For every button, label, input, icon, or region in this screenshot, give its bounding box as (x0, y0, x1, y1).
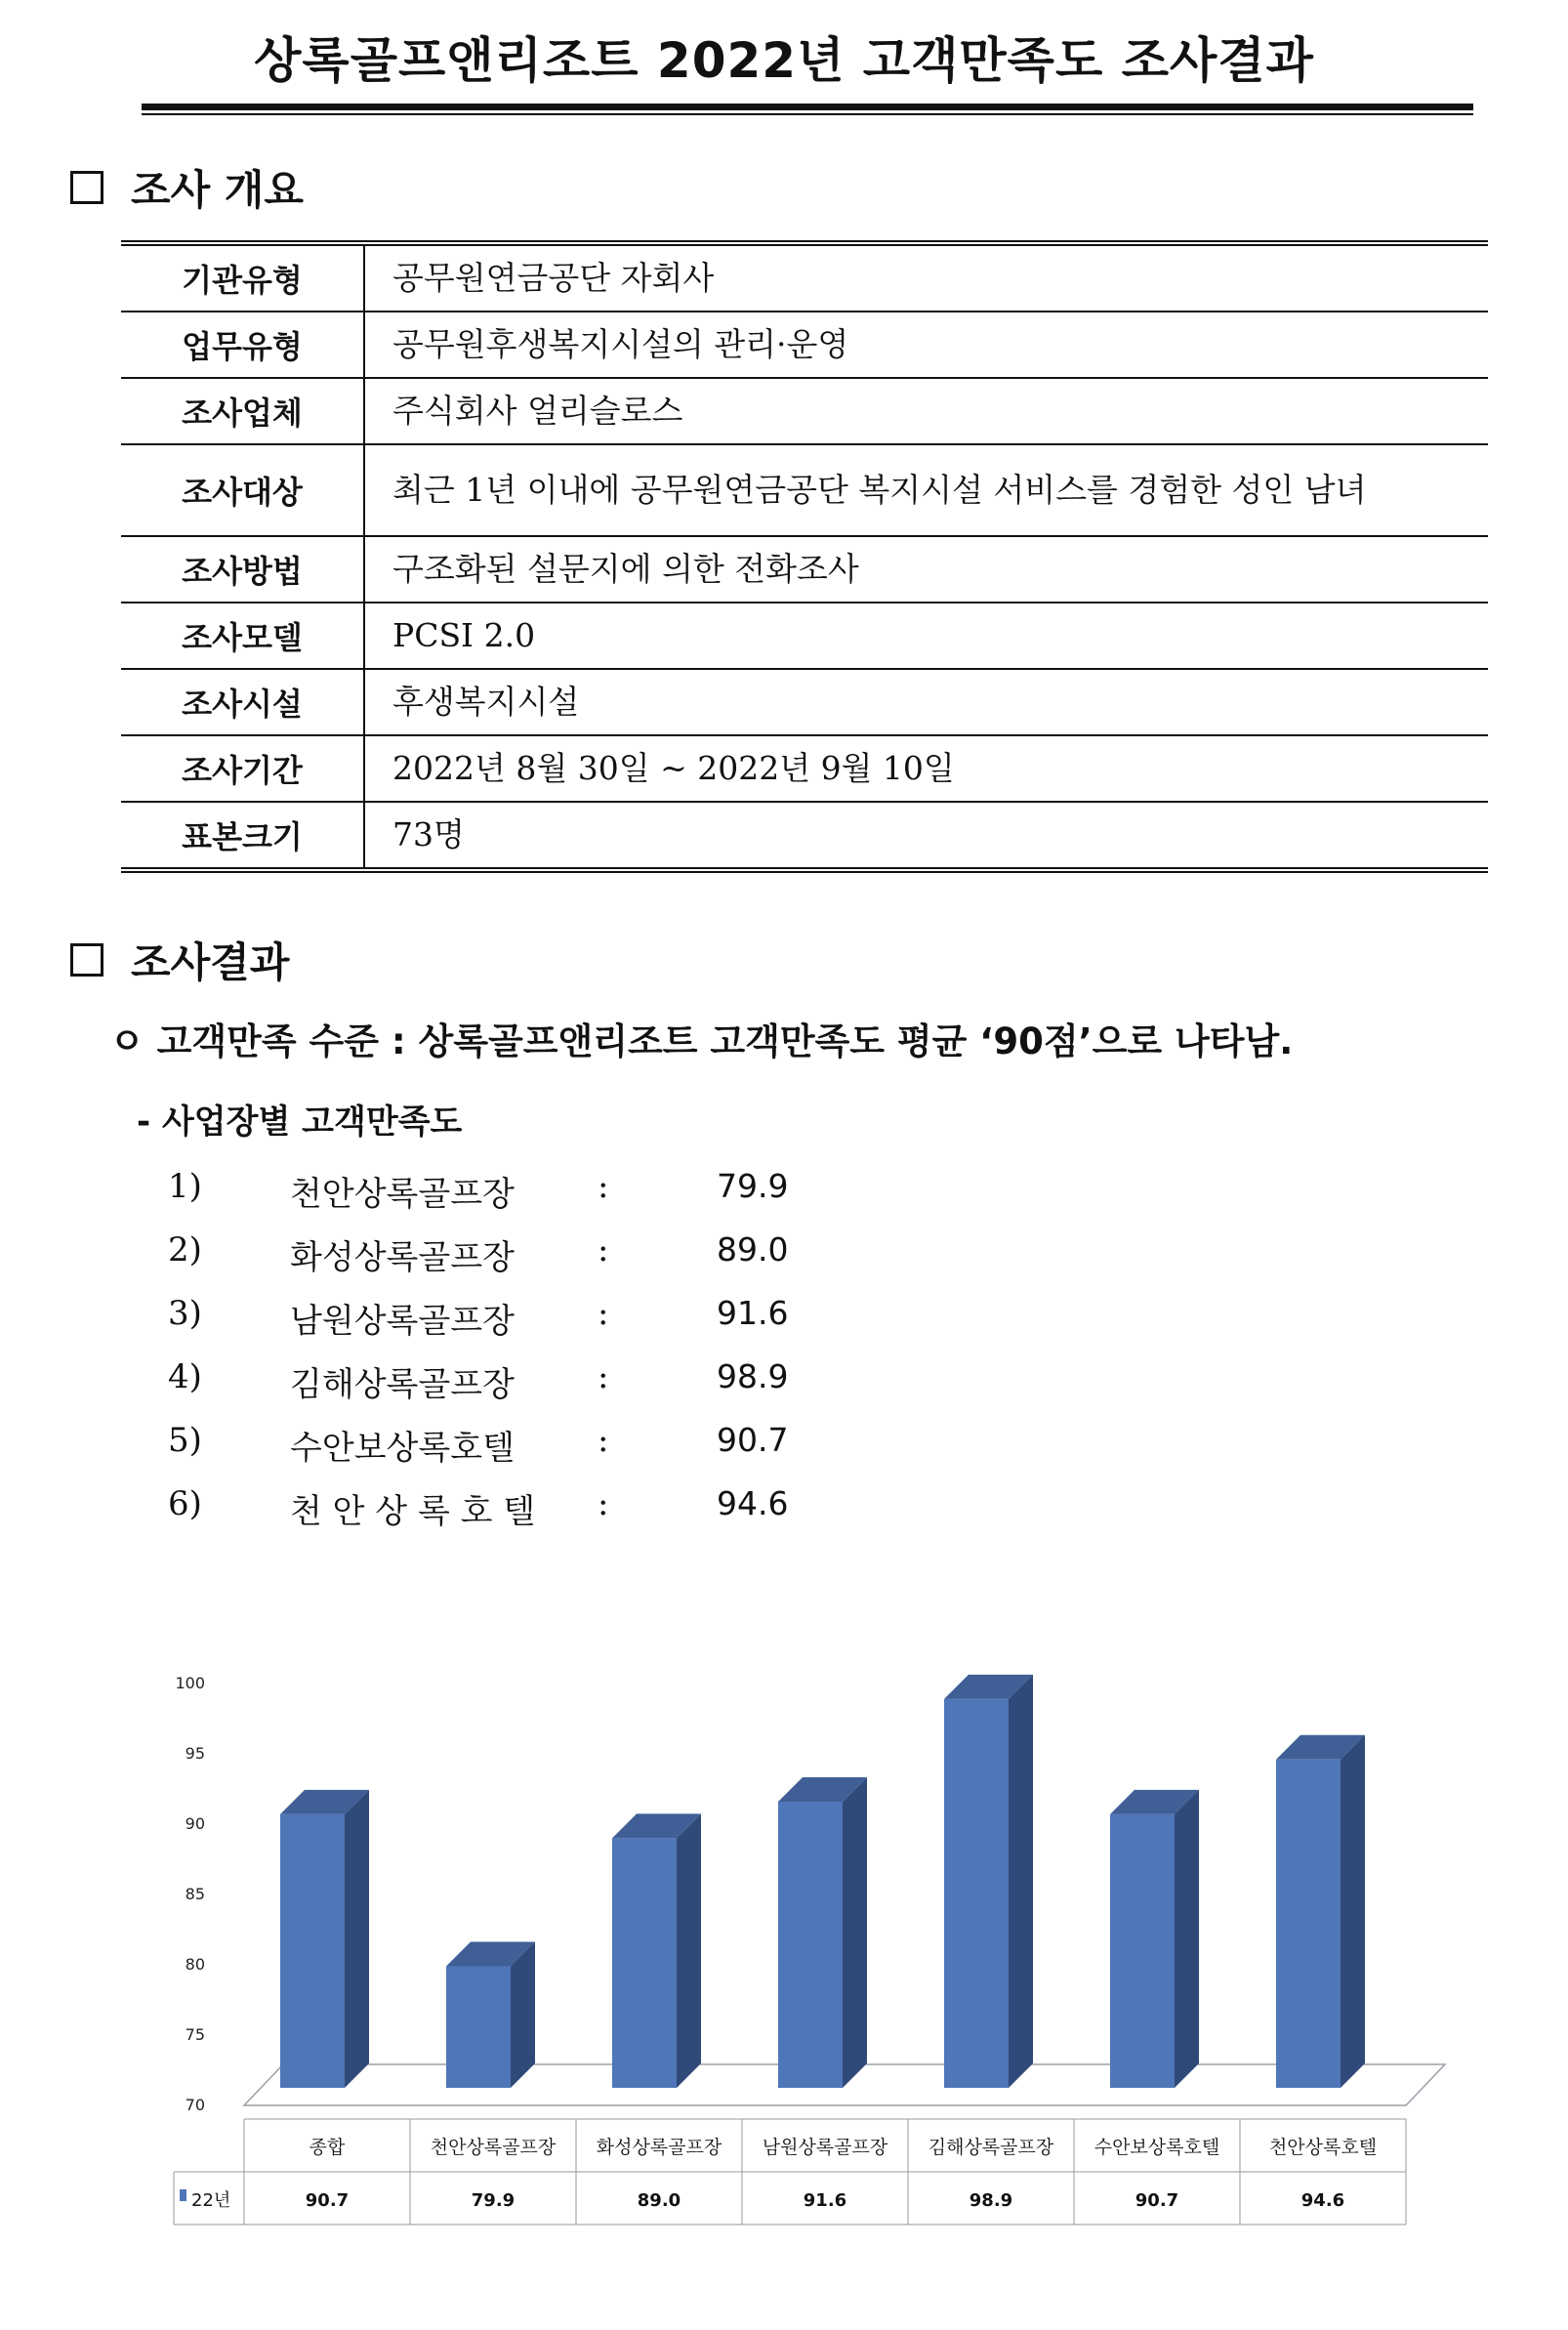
item-number: 2) (168, 1230, 202, 1269)
data-label: 98.9 (969, 2190, 1013, 2211)
category-label: 남원상록골프장 (762, 2137, 888, 2158)
category-label: 천안상록호텔 (1268, 2137, 1378, 2158)
item-colon: : (598, 1294, 609, 1333)
list-item (168, 1484, 851, 1548)
category-label: 김해상록골프장 (928, 2137, 1054, 2158)
overview-row-value: 공무원연금공단 자회사 (392, 259, 715, 297)
bar (1110, 1814, 1175, 2088)
overview-row (121, 735, 1488, 802)
y-tick-label: 70 (185, 2096, 205, 2114)
bar-side (1175, 1790, 1199, 2088)
y-tick-label: 80 (185, 1955, 205, 1974)
overview-row-key: 조사기간 (121, 735, 364, 802)
data-label: 79.9 (471, 2190, 516, 2211)
overview-row-key: 기관유형 (121, 243, 364, 312)
bar (446, 1966, 511, 2088)
overview-row-key: 조사대상 (121, 444, 364, 536)
overview-row-key: 조사모델 (121, 603, 364, 669)
results-heading (70, 931, 289, 989)
legend-swatch (180, 2189, 186, 2201)
data-label: 91.6 (803, 2190, 847, 2211)
overview-row-key: 조사업체 (121, 378, 364, 444)
y-tick-label: 75 (185, 2025, 205, 2044)
facility-name: 화성상록골프장 (290, 1238, 515, 1277)
checkbox-square-icon (70, 943, 103, 977)
data-label: 89.0 (637, 2190, 681, 2211)
overview-row (121, 603, 1488, 669)
overview-heading-label: 조사 개요 (131, 166, 304, 214)
data-label: 94.6 (1300, 2190, 1345, 2211)
overview-row (121, 312, 1488, 378)
overview-row (121, 378, 1488, 444)
facility-name: 남원상록골프장 (290, 1302, 515, 1341)
overview-row (121, 802, 1488, 870)
facility-score: 79.9 (717, 1167, 789, 1205)
overview-row-key: 표본크기 (121, 802, 364, 870)
item-number: 1) (168, 1167, 202, 1206)
category-label: 천안상록골프장 (430, 2137, 557, 2158)
facility-name: 천 안 상 록 호 텔 (290, 1492, 536, 1531)
facility-name: 김해상록골프장 (290, 1365, 515, 1404)
facility-score: 91.6 (717, 1294, 789, 1332)
data-label: 90.7 (305, 2190, 350, 2211)
overview-heading (70, 158, 304, 217)
results-heading-label: 조사결과 (131, 938, 290, 986)
list-item (168, 1357, 851, 1421)
item-number: 4) (168, 1357, 202, 1396)
overview-row-value: 최근 1년 이내에 공무원연금공단 복지시설 서비스를 경험한 성인 남녀 (364, 444, 1488, 536)
item-colon: : (598, 1357, 609, 1396)
bar (1276, 1760, 1341, 2088)
overview-row-key: 조사방법 (121, 536, 364, 603)
overview-row (121, 536, 1488, 603)
list-item (168, 1294, 851, 1357)
bar-side (1009, 1675, 1033, 2088)
item-colon: : (598, 1230, 609, 1269)
facility-name: 천안상록골프장 (290, 1175, 515, 1214)
overview-row-key: 조사시설 (121, 669, 364, 735)
facility-score-list (168, 1167, 851, 1548)
bar (944, 1699, 1009, 2088)
list-item (168, 1421, 851, 1484)
bar (280, 1814, 345, 2088)
overview-row-value: PCSI 2.0 (364, 603, 1488, 669)
facility-score: 89.0 (717, 1230, 789, 1269)
category-label: 화성상록골프장 (596, 2137, 722, 2158)
bar-side (345, 1790, 369, 2088)
overview-row-value: 2022년 8월 30일 ~ 2022년 9월 10일 (364, 735, 1488, 802)
overview-row-value: 구조화된 설문지에 의한 전화조사 (364, 536, 1488, 603)
overview-table (121, 240, 1488, 873)
facility-score: 94.6 (717, 1484, 789, 1522)
legend-label: 22년 (191, 2190, 231, 2211)
item-colon: : (598, 1421, 609, 1460)
category-label: 수안보상록호텔 (1093, 2137, 1220, 2158)
category-label: 종합 (309, 2137, 346, 2158)
item-colon: : (598, 1167, 609, 1206)
data-label: 90.7 (1135, 2190, 1179, 2211)
results-summary: ㅇ 고객만족 수준 : 상록골프앤리조트 고객만족도 평균 ‘90점’으로 나타남. (109, 1020, 1294, 1062)
satisfaction-bar-chart (146, 1641, 1455, 2226)
list-item (168, 1230, 851, 1294)
overview-row-value: 73명 (364, 802, 1488, 870)
title-rule (142, 104, 1473, 110)
overview-row (121, 669, 1488, 735)
document-title: 상록골프앤리조트 2022년 고객만족도 조사결과 (254, 32, 1314, 89)
item-number: 3) (168, 1294, 202, 1333)
results-subheading: - 사업장별 고객만족도 (137, 1103, 463, 1142)
y-tick-label: 90 (185, 1814, 205, 1833)
title-rule-thin (142, 113, 1473, 115)
facility-name: 수안보상록호텔 (290, 1429, 515, 1468)
item-colon: : (598, 1484, 609, 1523)
item-number: 6) (168, 1484, 202, 1523)
bar-side (511, 1941, 535, 2088)
y-tick-label: 95 (185, 1744, 205, 1763)
overview-row-value: 공무원후생복지시설의 관리·운영 (364, 312, 1488, 378)
item-number: 5) (168, 1421, 202, 1460)
overview-row-value: 주식회사 얼리슬로스 (364, 378, 1488, 444)
bar (778, 1802, 843, 2088)
bar-side (677, 1813, 701, 2088)
facility-score: 98.9 (717, 1357, 789, 1395)
overview-row-value: 후생복지시설 (364, 669, 1488, 735)
facility-score: 90.7 (717, 1421, 789, 1459)
bar-side (843, 1777, 867, 2088)
overview-row (121, 444, 1488, 536)
y-tick-label: 100 (175, 1674, 205, 1692)
checkbox-square-icon (70, 171, 103, 204)
list-item (168, 1167, 851, 1230)
bar-side (1341, 1735, 1365, 2088)
overview-row (121, 243, 1488, 312)
bar (612, 1838, 677, 2088)
overview-row-key: 업무유형 (121, 312, 364, 378)
y-tick-label: 85 (185, 1885, 205, 1903)
